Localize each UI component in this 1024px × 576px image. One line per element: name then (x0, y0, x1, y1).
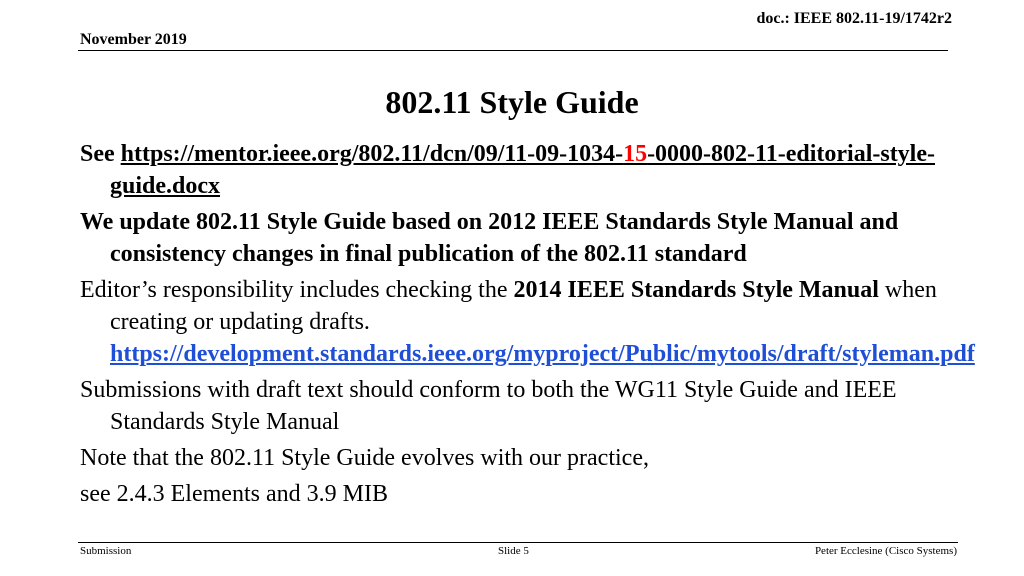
paragraph-submissions: Submissions with draft text should conform to both the WG11 Style Guide and IEEE Standards Style Manual (80, 377, 897, 435)
style-manual-link[interactable]: https://development.standards.ieee.org/myproject/Public/mytools/draft/styleman.pdf (110, 341, 975, 367)
style-guide-link-part1: https://mentor.ieee.org/802.11/dcn/09/11-09-1034- (120, 141, 624, 167)
paragraph-see-elements: see 2.4.3 Elements and 3.9 MIB (80, 481, 388, 507)
style-guide-link-revision: 15 (623, 141, 648, 167)
footer-rule (78, 542, 958, 543)
style-guide-link[interactable] (110, 141, 935, 199)
slide-title: 802.11 Style Guide (385, 84, 639, 120)
editor-rest: when creating or updating drafts. (110, 277, 937, 335)
paragraph-update: We update 802.11 Style Guide based on 2012 IEEE Standards Style Manual and consistency changes in final publication of the 802.11 standard (80, 209, 899, 267)
date: November 2019 (80, 31, 187, 48)
paragraph-style-guide-link (80, 138, 960, 202)
footer-submission: Submission (80, 545, 132, 557)
header-rule (78, 50, 948, 51)
footer-author: Peter Ecclesine (Cisco Systems) (814, 545, 957, 557)
paragraph-note: Note that the 802.11 Style Guide evolves with our practice, (80, 445, 649, 471)
style-manual-emphasis: 2014 IEEE Standards Style Manual (513, 277, 879, 303)
style-guide-link-part2: -0000-802-11-editorial-style-guide.docx (110, 141, 935, 199)
see-prefix: See (80, 141, 121, 167)
doc-id: doc.: IEEE 802.11-19/1742r2 (756, 10, 952, 27)
slide-body (80, 138, 975, 514)
footer-slide-number: Slide 5 (498, 545, 529, 557)
editor-lead: Editor’s responsibility includes checking the (80, 277, 514, 303)
paragraph-editor-responsibility (80, 274, 975, 370)
